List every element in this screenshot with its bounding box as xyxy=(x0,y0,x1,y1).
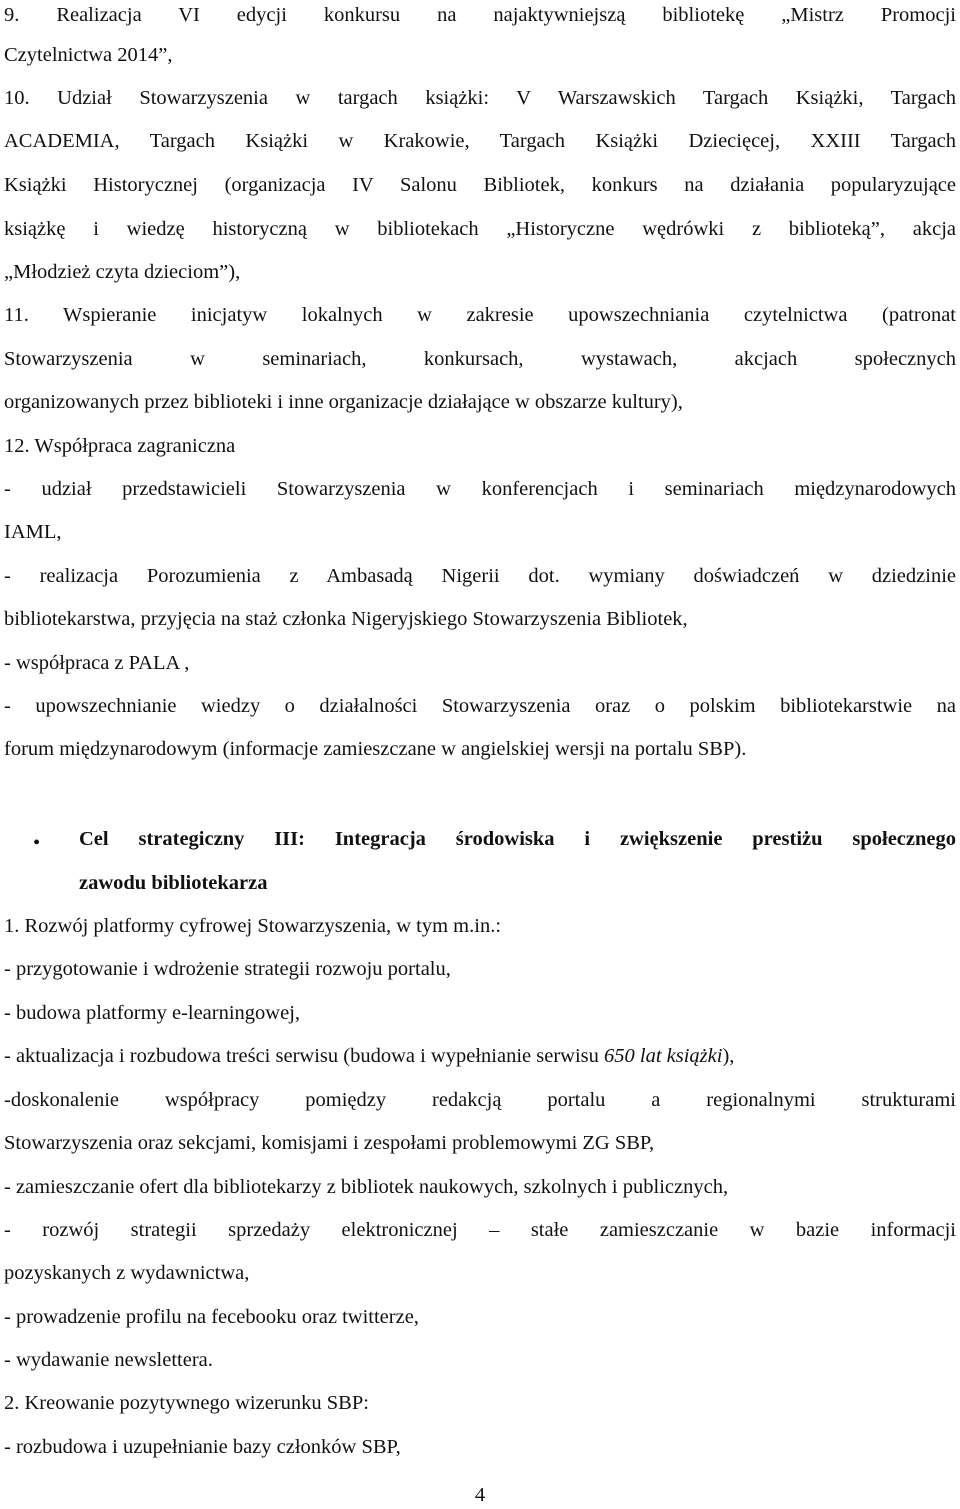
text-line-with-italic xyxy=(4,1041,956,1071)
text-line: Stowarzyszenia oraz sekcjami, komisjami i zespołami problemowymi ZG SBP, xyxy=(4,1132,655,1154)
text-line: 2. Kreowanie pozytywnego wizerunku SBP: xyxy=(4,1392,369,1414)
text-line: 11. Wspieranie inicjatyw lokalnych w zakresie upowszechniania czytelnictwa (patronat xyxy=(4,304,956,326)
text-line: ACADEMIA, Targach Książki w Krakowie, Targach Książki Dziecięcej, XXIII Targach xyxy=(4,130,956,152)
goal-heading-continued: zawodu bibliotekarza xyxy=(79,872,268,894)
text-line: pozyskanych z wydawnictwa, xyxy=(4,1262,250,1284)
text-fragment: - aktualizacja i rozbudowa treści serwisu (budowa i wypełnianie serwisu xyxy=(4,1045,604,1067)
text-fragment: ), xyxy=(722,1045,735,1067)
text-line: 9. Realizacja VI edycji konkursu na najaktywniejszą bibliotekę „Mistrz Promocji xyxy=(4,4,956,26)
text-line: forum międzynarodowym (informacje zamieszczane w angielskiej wersji na portalu SBP). xyxy=(4,738,747,760)
text-line: - prowadzenie profilu na fecebooku oraz twitterze, xyxy=(4,1306,419,1328)
text-line: - realizacja Porozumienia z Ambasadą Nigerii dot. wymiany doświadczeń w dziedzinie xyxy=(4,565,956,587)
text-line: IAML, xyxy=(4,521,62,543)
text-line: - wydawanie newslettera. xyxy=(4,1349,213,1371)
text-line: - rozbudowa i uzupełnianie bazy członków SBP, xyxy=(4,1436,401,1458)
text-line: - zamieszczanie ofert dla bibliotekarzy z bibliotek naukowych, szkolnych i publicznych, xyxy=(4,1176,729,1198)
text-line: - przygotowanie i wdrożenie strategii rozwoju portalu, xyxy=(4,958,451,980)
text-line: 1. Rozwój platformy cyfrowej Stowarzyszenia, w tym m.in.: xyxy=(4,915,502,937)
text-line: Czytelnictwa 2014”, xyxy=(4,44,173,66)
bullet-icon: • xyxy=(33,832,41,854)
italic-title: 650 lat książki xyxy=(604,1045,723,1067)
text-line: 10. Udział Stowarzyszenia w targach książki: V Warszawskich Targach Książki, Targach xyxy=(4,87,956,109)
page-number: 4 xyxy=(474,1484,486,1506)
text-line: - upowszechnianie wiedzy o działalności Stowarzyszenia oraz o polskim bibliotekarstwie na xyxy=(4,695,956,717)
text-line: organizowanych przez biblioteki i inne organizacje działające w obszarze kultury), xyxy=(4,391,683,413)
text-line: Stowarzyszenia w seminariach, konkursach, wystawach, akcjach społecznych xyxy=(4,348,956,370)
text-line: bibliotekarstwa, przyjęcia na staż członka Nigeryjskiego Stowarzyszenia Bibliotek, xyxy=(4,608,688,630)
text-line: - budowa platformy e-learningowej, xyxy=(4,1002,301,1024)
goal-heading: Cel strategiczny III: Integracja środowiska i zwiększenie prestiżu społecznego xyxy=(79,828,956,850)
text-line: Książki Historycznej (organizacja IV Salonu Bibliotek, konkurs na działania popularyzujące xyxy=(4,174,956,196)
text-line: - udział przedstawicieli Stowarzyszenia w konferencjach i seminariach międzynarodowych xyxy=(4,478,956,500)
text-line: „Młodzież czyta dzieciom”), xyxy=(4,261,241,283)
text-line: - współpraca z PALA , xyxy=(4,652,190,674)
text-line: -doskonalenie współpracy pomiędzy redakcją portalu a regionalnymi strukturami xyxy=(4,1089,956,1111)
text-line: książkę i wiedzę historyczną w bibliotekach „Historyczne wędrówki z biblioteką”, akcja xyxy=(4,218,956,240)
text-line: - rozwój strategii sprzedaży elektronicznej – stałe zamieszczanie w bazie informacji xyxy=(4,1219,956,1241)
text-line: 12. Współpraca zagraniczna xyxy=(4,435,236,457)
